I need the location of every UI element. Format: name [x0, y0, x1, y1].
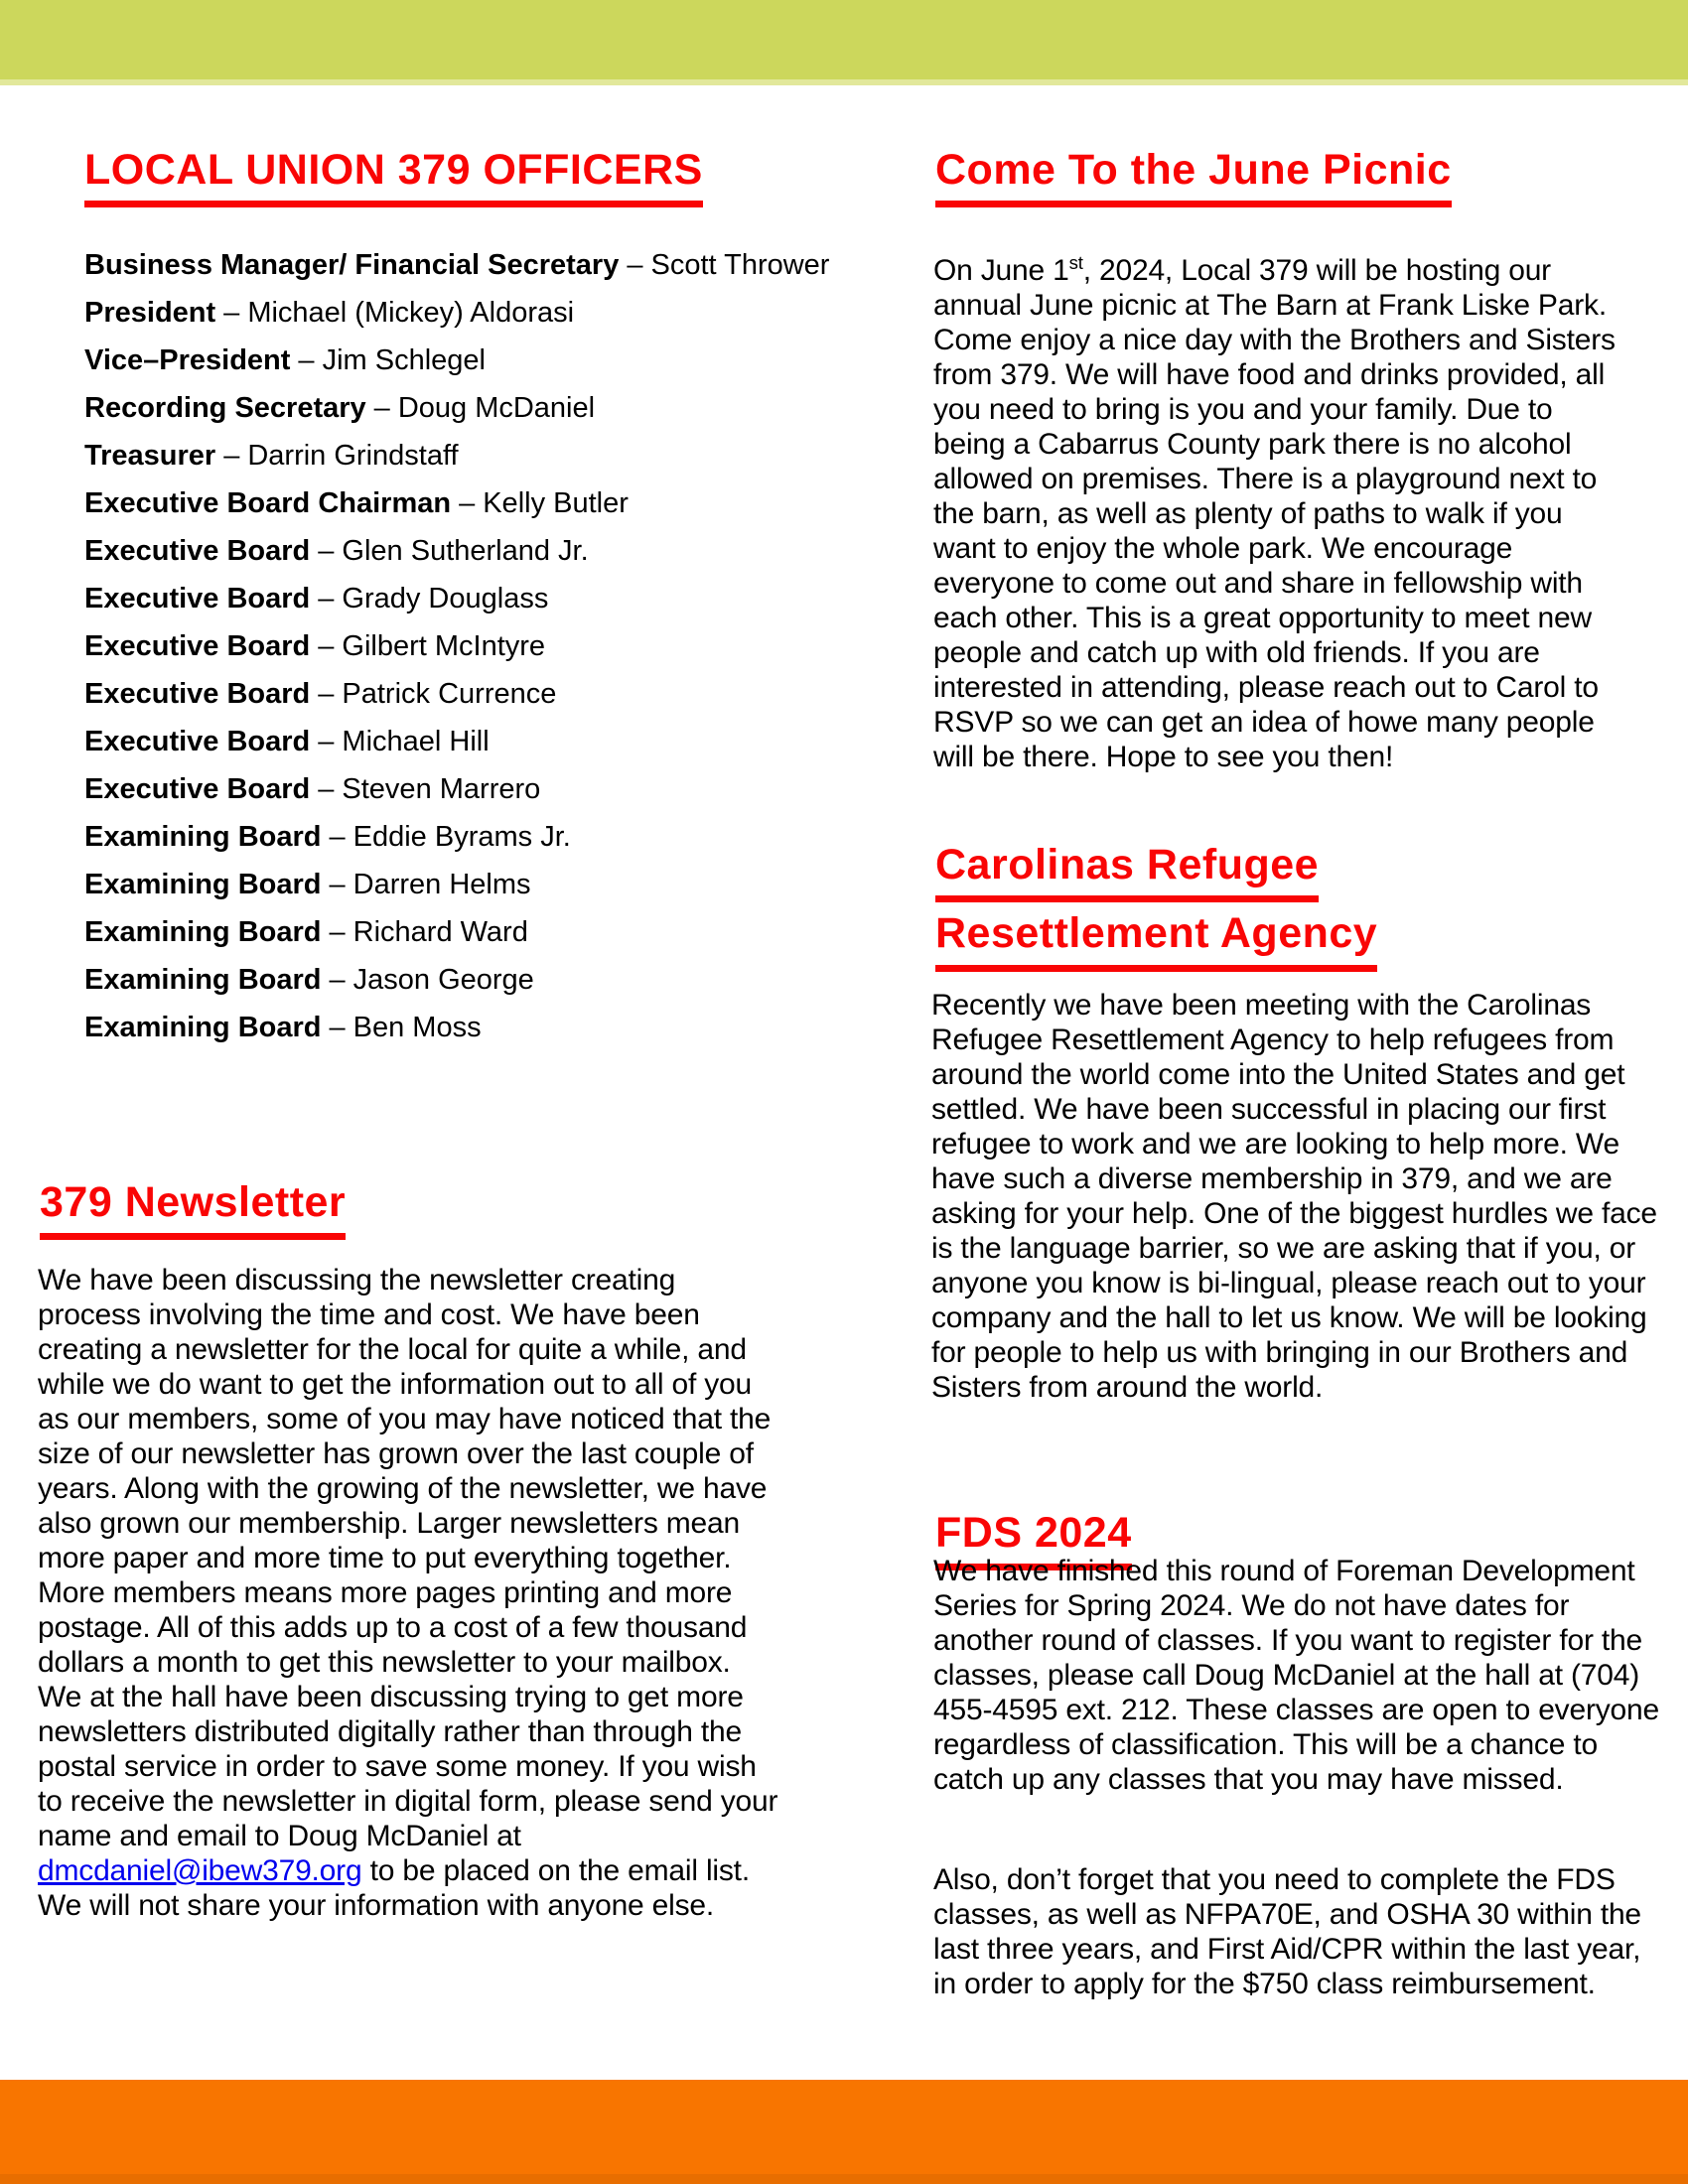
officer-name: Jason George [352, 964, 534, 996]
officer-row [84, 915, 879, 949]
officer-role: Executive Board Chairman [84, 487, 452, 519]
officer-row [84, 582, 879, 615]
officers-section-title-text: LOCAL UNION 379 OFFICERS [84, 147, 703, 207]
officer-separator: – [223, 440, 240, 472]
officer-role: Executive Board [84, 726, 311, 757]
officer-separator: – [223, 297, 240, 329]
officer-row [84, 629, 879, 663]
officer-name: Darrin Grindstaff [247, 440, 459, 472]
refugee-section-title-line1: Carolinas Refugee [935, 842, 1319, 902]
officer-separator: – [373, 392, 390, 424]
picnic-body [933, 253, 1628, 774]
officer-name: Darren Helms [352, 869, 531, 900]
officer-role: Executive Board [84, 583, 311, 614]
officer-row [84, 1011, 879, 1044]
officer-separator: – [298, 344, 315, 376]
picnic-section-title [935, 147, 1452, 207]
officer-row [84, 868, 879, 901]
officer-name: Gilbert McIntyre [342, 630, 546, 662]
picnic-body-after-sup: , 2024, Local 379 will be hosting our annual June picnic at The Barn at Frank Liske Park. Come enjoy a nice day with the Brothers and Sisters from 379. We will have food and drinks provided, all you need to bring is you and your family. Due to being a Cabarrus County park there is no alcohol allowed on premises. There is a playground next to the barn, as well as plenty of paths to walk if you want to enjoy the whole park. We encourage everyone to come out and share in fellowship with each other. This is a great opportunity to meet new people and catch up with old friends. If you are interested in attending, please reach out to Carol to RSVP so we can get an idea of howe many people will be there. Hope to see you then! [933, 254, 1616, 773]
officer-row [84, 296, 879, 330]
picnic-body-before-sup: On June 1 [933, 254, 1069, 287]
officer-name: Jim Schlegel [322, 344, 486, 376]
fds-body-paragraph-1: We have finished this round of Foreman Development Series for Spring 2024. We do not have dates for another round of classes. If you want to register for the classes, please call Doug McDaniel at the hall at (704) 455-4595 ext. 212. These classes are open to everyone regardless of classification. This will be a chance to catch up any classes that you may have missed. [933, 1555, 1660, 1796]
officer-role: Executive Board [84, 678, 311, 710]
officer-separator: – [318, 630, 335, 662]
picnic-section-title-text: Come To the June Picnic [935, 147, 1452, 207]
top-accent-bar [0, 0, 1688, 79]
officer-role: Executive Board [84, 773, 311, 805]
officer-separator: – [459, 487, 476, 519]
officer-role: Recording Secretary [84, 392, 366, 424]
newsletter-body-after-link: to be placed on the email list. We will not share your information with anyone else. [38, 1854, 750, 1922]
officer-row [84, 725, 879, 758]
officer-row [84, 820, 879, 854]
officer-role: Vice–President [84, 344, 291, 376]
officer-role: Examining Board [84, 964, 322, 996]
officer-name: Steven Marrero [342, 773, 541, 805]
bottom-accent-bar-edge [0, 2174, 1688, 2184]
officer-name: Michael (Mickey) Aldorasi [247, 297, 575, 329]
officer-name: Richard Ward [352, 916, 528, 948]
officer-separator: – [329, 916, 346, 948]
newsletter-body-before-link: We have been discussing the newsletter creating process involving the time and cost. We have been creating a newsletter for the local for quite a while, and while we do want to get the information out to all of you as our members, some of you may have noticed that the size of our newsletter has grown over the last couple of years. Along with the growing of the newsletter, we have also grown our membership. Larger newsletters mean more paper and more time to put everything together. More members means more pages printing and more postage. All of this adds up to a cost of a few thousand dollars a month to get this newsletter to your mailbox. We at the hall have been discussing trying to get more newsletters distributed digitally rather than through the postal service in order to save some money. If you wish to receive the newsletter in digital form, please send your name and email to Doug McDaniel at [38, 1264, 778, 1852]
fds-body-paragraph-2: Also, don’t forget that you need to complete the FDS classes, as well as NFPA70E, and OSHA 30 within the last three years, and First Aid/CPR within the last year, in order to apply for the $750 class reimbursement. [933, 1863, 1641, 2000]
officer-row [84, 534, 879, 568]
officer-row [84, 248, 879, 282]
officer-separator: – [318, 535, 335, 567]
officer-name: Kelly Butler [483, 487, 629, 519]
officer-name: Patrick Currence [342, 678, 557, 710]
officer-role: Executive Board [84, 630, 311, 662]
officers-list [84, 248, 879, 1058]
officer-name: Grady Douglass [342, 583, 549, 614]
email-link[interactable]: dmcdaniel@ibew379.org [38, 1854, 362, 1887]
officer-row [84, 677, 879, 711]
newsletter-section-title-text: 379 Newsletter [40, 1179, 346, 1240]
officer-role: Executive Board [84, 535, 311, 567]
officers-section-title [84, 147, 703, 207]
refugee-section-title [935, 842, 1377, 972]
officer-role: Examining Board [84, 1012, 322, 1043]
top-accent-bar-edge [0, 79, 1688, 85]
officer-row [84, 963, 879, 997]
officer-row [84, 439, 879, 473]
officer-separator: – [318, 726, 335, 757]
officer-role: Examining Board [84, 869, 322, 900]
ordinal-suffix: st [1068, 252, 1083, 273]
officer-name: Michael Hill [342, 726, 490, 757]
officer-separator: – [318, 583, 335, 614]
newsletter-body [38, 1263, 780, 1923]
officer-name: Ben Moss [352, 1012, 482, 1043]
officer-separator: – [627, 249, 643, 281]
officer-row [84, 391, 879, 425]
officer-row [84, 343, 879, 377]
officer-role: Treasurer [84, 440, 216, 472]
officer-name: Doug McDaniel [397, 392, 596, 424]
refugee-section-title-line2: Resettlement Agency [935, 910, 1377, 971]
officer-name: Scott Thrower [650, 249, 830, 281]
newsletter-section-title [40, 1179, 346, 1240]
officer-separator: – [329, 869, 346, 900]
officer-separator: – [318, 678, 335, 710]
officer-role: Examining Board [84, 821, 322, 853]
officer-name: Eddie Byrams Jr. [352, 821, 571, 853]
officer-role: Examining Board [84, 916, 322, 948]
officer-separator: – [329, 964, 346, 996]
officer-separator: – [329, 821, 346, 853]
fds-section-title-text: FDS 2024 [935, 1510, 1132, 1570]
officer-role: Business Manager/ Financial Secretary [84, 249, 620, 281]
officer-name: Glen Sutherland Jr. [342, 535, 589, 567]
officer-role: President [84, 297, 216, 329]
officer-row [84, 486, 879, 520]
bottom-accent-bar [0, 2080, 1688, 2184]
refugee-body: Recently we have been meeting with the Carolinas Refugee Resettlement Agency to help refugees from around the world come into the United States and get settled. We have been successful in placing our first refugee to work and we are looking to help more. We have such a diverse membership in 379, and we are asking for your help. One of the biggest hurdles we face is the language barrier, so we are asking that if you, or anyone you know is bi-lingual, please reach out to your company and the hall to let us know. We will be looking for people to help us with bringing in our Brothers and Sisters from around the world. [931, 989, 1657, 1404]
officer-row [84, 772, 879, 806]
officer-separator: – [329, 1012, 346, 1043]
officer-separator: – [318, 773, 335, 805]
